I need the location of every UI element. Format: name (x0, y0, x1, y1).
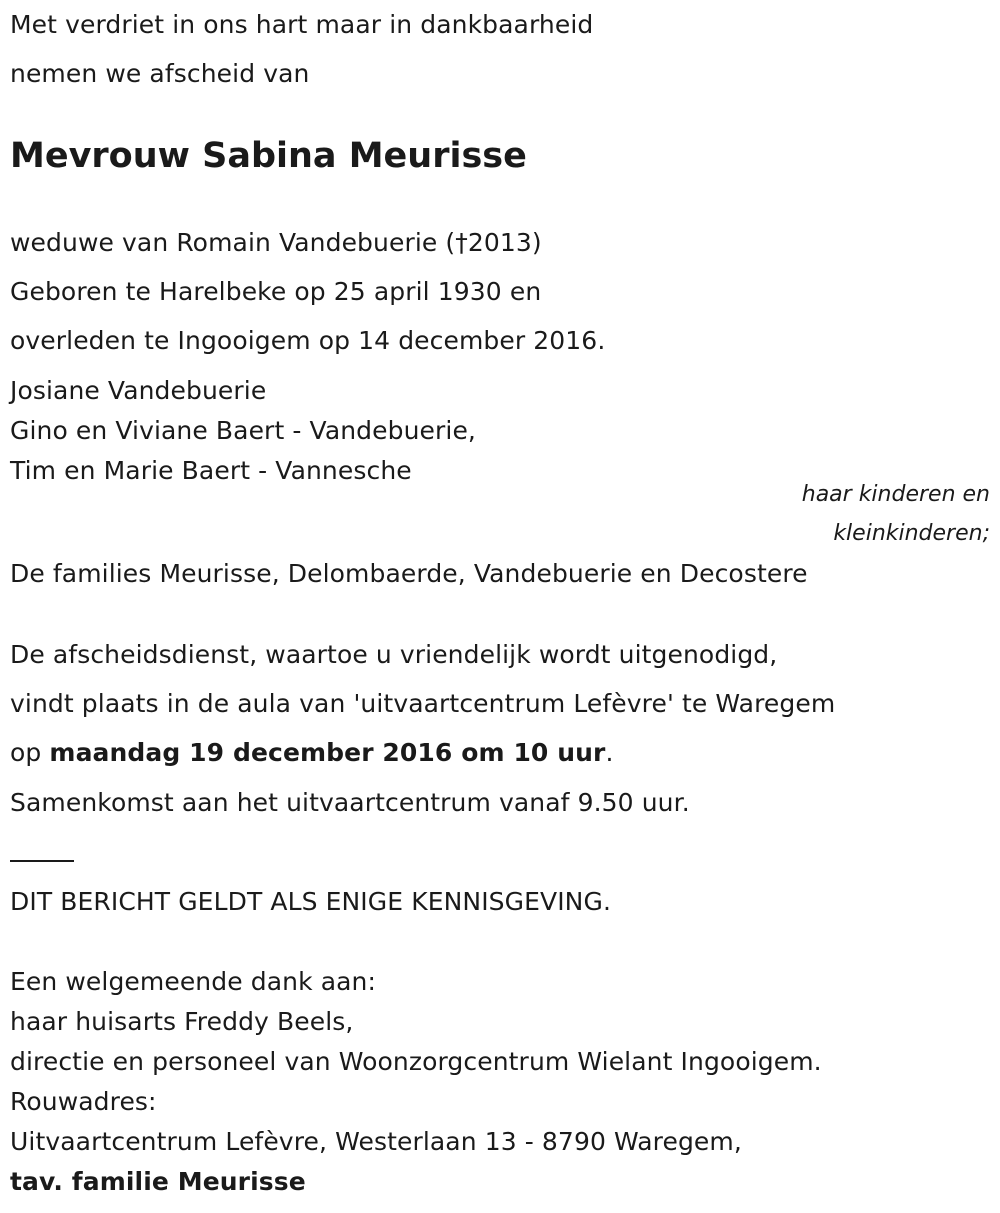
service-line-1: De afscheidsdienst, waartoe u vriendelijk wordt uitgenodigd, (10, 640, 778, 669)
notice-line: DIT BERICHT GELDT ALS ENIGE KENNISGEVING. (10, 887, 611, 916)
service-date-line (10, 738, 614, 768)
address-heading: Rouwadres: (10, 1087, 157, 1116)
deceased-name: Mevrouw Sabina Meurisse (10, 136, 527, 176)
relation-line-1: haar kinderen en (801, 482, 990, 507)
address-attention: tav. familie Meurisse (10, 1167, 306, 1196)
widow-line: weduwe van Romain Vandebuerie (†2013) (10, 228, 542, 257)
service-date: maandag 19 december 2016 om 10 uur (49, 738, 606, 767)
gathering-line: Samenkomst aan het uitvaartcentrum vanaf 9.50 uur. (10, 788, 690, 817)
relation-line-2: kleinkinderen; (833, 521, 990, 546)
intro-line-1: Met verdriet in ons hart maar in dankbaarheid (10, 10, 594, 39)
thanks-heading: Een welgemeende dank aan: (10, 967, 377, 996)
family-member: Josiane Vandebuerie (10, 376, 267, 405)
family-member: Gino en Viviane Baert - Vandebuerie, (10, 416, 476, 445)
service-date-prefix: op (10, 738, 50, 767)
intro-line-2: nemen we afscheid van (10, 59, 310, 88)
born-line: Geboren te Harelbeke op 25 april 1930 en (10, 277, 542, 306)
families-line: De families Meurisse, Delombaerde, Vandebuerie en Decostere (10, 559, 808, 588)
thanks-line: haar huisarts Freddy Beels, (10, 1007, 354, 1036)
address-line: Uitvaartcentrum Lefèvre, Westerlaan 13 - 8790 Waregem, (10, 1127, 742, 1156)
service-date-suffix: . (605, 738, 614, 767)
thanks-line: directie en personeel van Woonzorgcentrum Wielant Ingooigem. (10, 1047, 822, 1076)
separator-rule (10, 860, 74, 862)
service-line-2: vindt plaats in de aula van 'uitvaartcentrum Lefèvre' te Waregem (10, 689, 836, 718)
family-member: Tim en Marie Baert - Vannesche (10, 456, 412, 485)
died-line: overleden te Ingooigem op 14 december 2016. (10, 326, 606, 355)
